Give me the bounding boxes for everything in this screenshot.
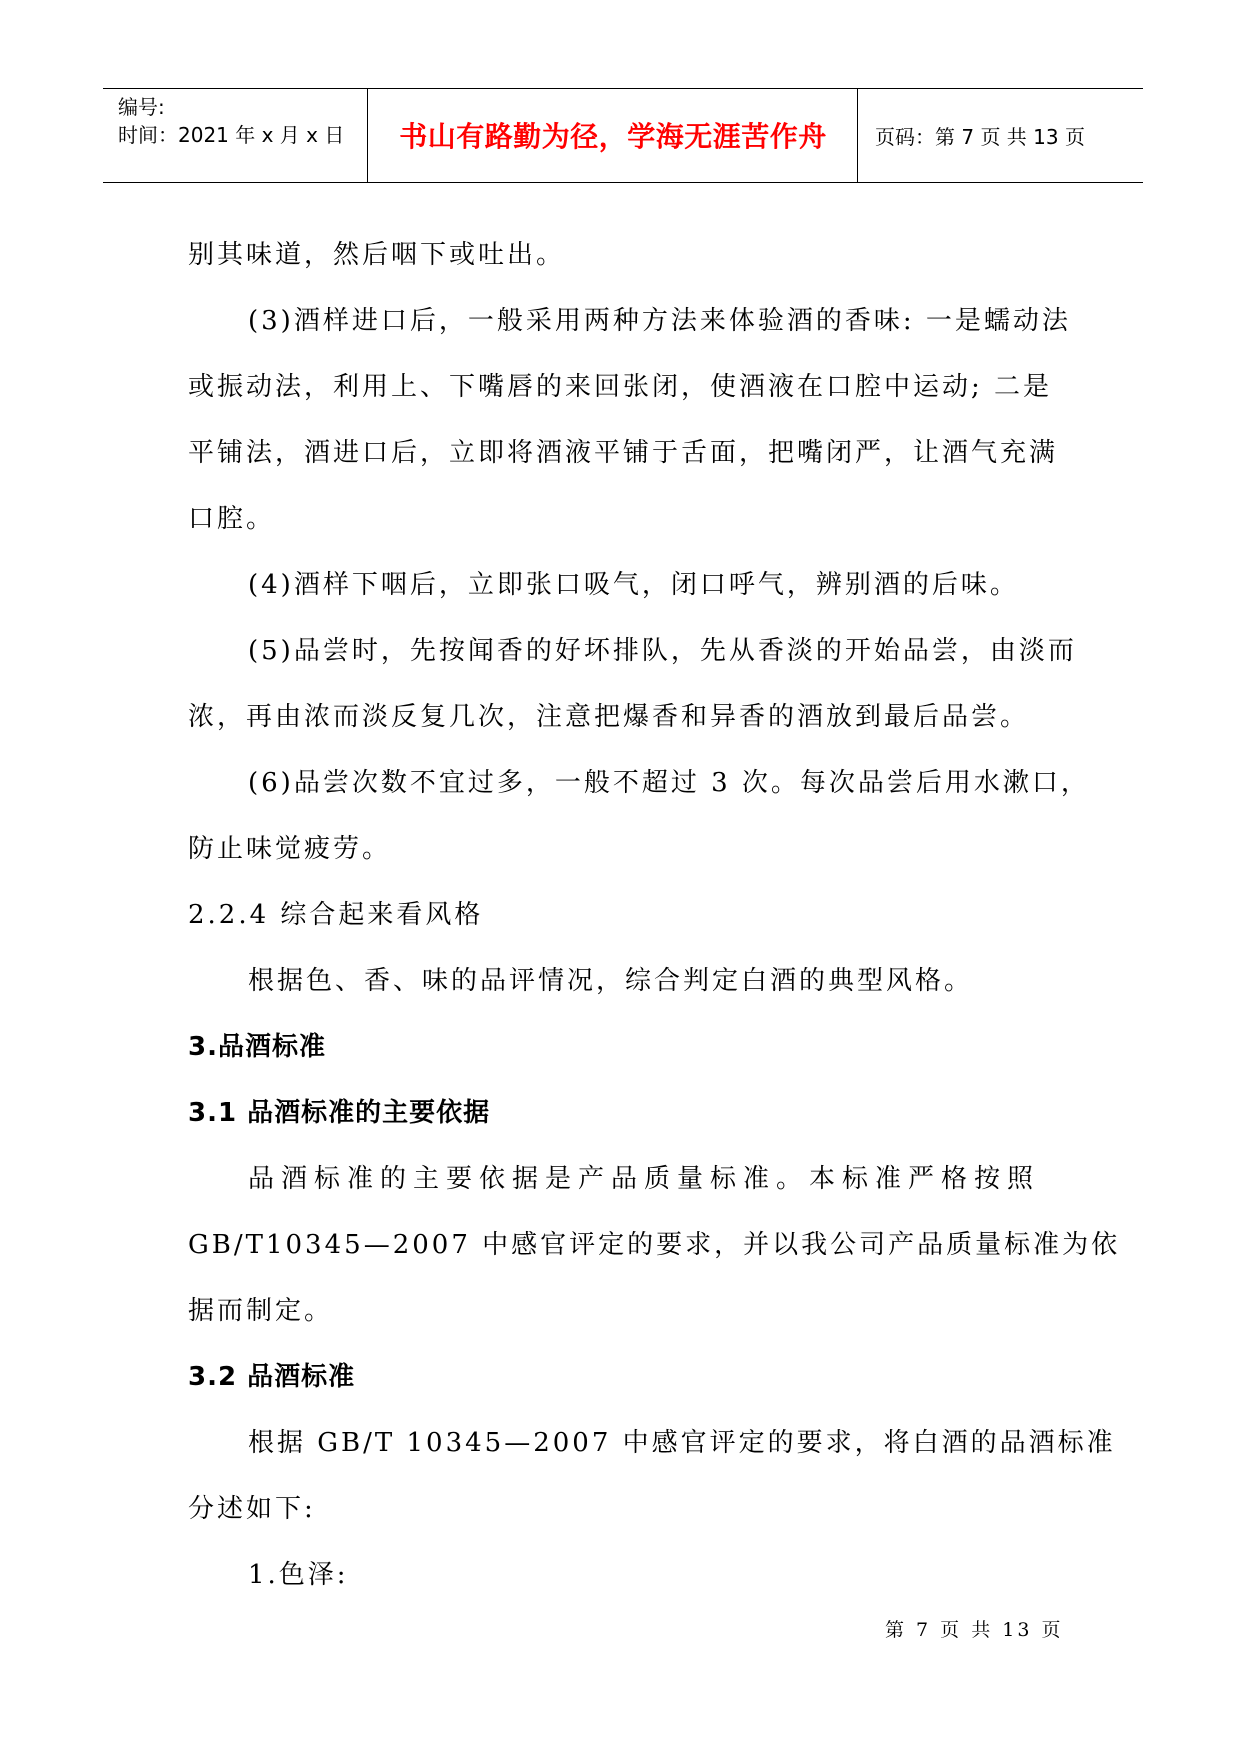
doc-number-label: 编号: [118, 95, 165, 119]
paragraph-line: (4)酒样下咽后，立即张口吸气，闭口呼气，辨别酒的后味。 [248, 570, 1019, 600]
section-heading: 3.2 品酒标准 [188, 1362, 356, 1392]
document-body [188, 222, 1121, 1608]
header-motto: 书山有路勤为径，学海无涯苦作舟 [399, 120, 827, 153]
header-divider [857, 89, 858, 182]
doc-time-label: 时间：2021 年 x 月 x 日 [118, 123, 345, 147]
paragraph-line: (6)品尝次数不宜过多，一般不超过 3 次。每次品尝后用水漱口， [248, 768, 1090, 798]
paragraph-line: 据而制定。 [188, 1296, 334, 1326]
paragraph-line: 分述如下: [188, 1494, 316, 1524]
paragraph-line: 防止味觉疲劳。 [188, 834, 392, 864]
page-header [103, 88, 1143, 183]
paragraph-line: 品酒标准的主要依据是产品质量标准。本标准严格按照 [248, 1164, 1041, 1194]
header-divider [367, 89, 368, 182]
section-heading: 3.品酒标准 [188, 1032, 326, 1062]
section-heading: 3.1 品酒标准的主要依据 [188, 1098, 491, 1128]
paragraph-line: 别其味道，然后咽下或吐出。 [188, 240, 566, 270]
paragraph-line: (3)酒样进口后，一般采用两种方法来体验酒的香味: 一是蠕动法 [248, 306, 1071, 336]
header-page-number: 页码：第 7 页 共 13 页 [875, 125, 1085, 149]
paragraph-line: 平铺法，酒进口后，立即将酒液平铺于舌面，把嘴闭严，让酒气充满 [188, 438, 1059, 468]
paragraph-line: 口腔。 [188, 504, 276, 534]
paragraph-line: 1.色泽: [248, 1560, 349, 1590]
paragraph-line: (5)品尝时，先按闻香的好坏排队，先从香淡的开始品尝，由淡而 [248, 636, 1077, 666]
header-meta [118, 93, 344, 149]
page-footer: 第 7 页 共 13 页 [885, 1619, 1064, 1641]
paragraph-line: 浓，再由浓而淡反复几次，注意把爆香和异香的酒放到最后品尝。 [188, 702, 1030, 732]
paragraph-line: 或振动法，利用上、下嘴唇的来回张闭，使酒液在口腔中运动; 二是 [188, 372, 1053, 402]
subsection-heading: 2.2.4 综合起来看风格 [188, 900, 484, 930]
paragraph-line: 根据 GB/T 10345—2007 中感官评定的要求，将白酒的品酒标准 [248, 1428, 1116, 1458]
paragraph-line: GB/T10345—2007 中感官评定的要求，并以我公司产品质量标准为依 [188, 1230, 1121, 1260]
paragraph-line: 根据色、香、味的品评情况，综合判定白酒的典型风格。 [248, 966, 974, 996]
